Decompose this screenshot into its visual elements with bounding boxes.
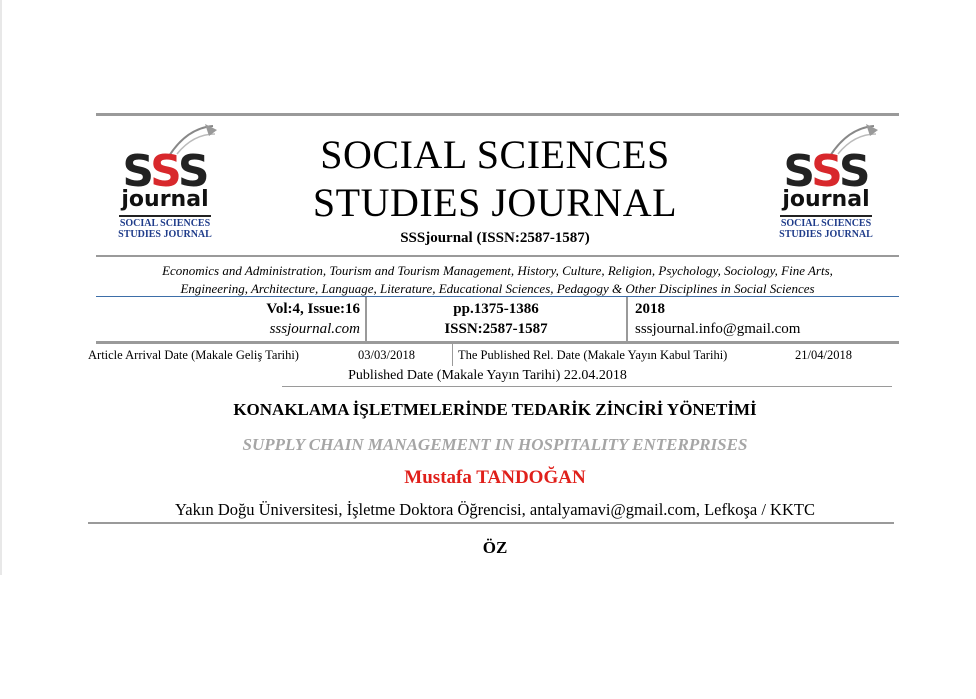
masthead-top-rule (96, 113, 899, 116)
year: 2018 (635, 301, 665, 317)
journal-issn: SSSjournal (ISSN:2587-1587) (400, 230, 590, 246)
logo-caption-line1: SOCIAL SCIENCES (119, 218, 211, 229)
logo-journal-word: journal (121, 187, 209, 212)
logo-caption-line2: STUDIES JOURNAL (779, 229, 873, 240)
abstract-heading: ÖZ (482, 538, 508, 557)
info-divider (365, 297, 367, 341)
published-rel-value: 21/04/2018 (795, 348, 852, 362)
article-title-english: SUPPLY CHAIN MANAGEMENT IN HOSPITALITY ENTERPRISES (242, 435, 748, 454)
dates-rule (282, 386, 892, 387)
page-left-edge (0, 0, 2, 575)
journal-title-line2: STUDIES JOURNAL (312, 180, 678, 225)
author-name: Mustafa TANDOĞAN (404, 467, 586, 488)
logo-caption-line1: SOCIAL SCIENCES (780, 218, 872, 229)
logo-sss-mark: SSS (783, 146, 869, 197)
author-affiliation: Yakın Doğu Üniversitesi, İşletme Doktora Öğrencisi, antalyamavi@gmail.com, Lefkoşa / KKTC (175, 500, 815, 519)
disciplines-rule (96, 296, 899, 297)
disciplines-line1: Economics and Administration, Tourism and Tourism Management, History, Culture, Religion, Psychology, Sociology, Fine Arts, (162, 263, 833, 278)
issn-number: ISSN:2587-1587 (444, 321, 548, 337)
journal-title-line1: SOCIAL SCIENCES (320, 132, 670, 177)
arrival-date-label: Article Arrival Date (Makale Geliş Tarihi) (88, 348, 299, 362)
logo-caption-line2: STUDIES JOURNAL (118, 229, 212, 240)
journal-website[interactable]: sssjournal.com (269, 321, 360, 337)
logo-journal-word: journal (782, 187, 870, 212)
arrival-date-value: 03/03/2018 (358, 348, 415, 362)
logo-sss-mark: SSS (122, 146, 208, 197)
logo-underline (780, 215, 872, 217)
info-divider (626, 297, 628, 341)
journal-email[interactable]: sssjournal.info@gmail.com (635, 321, 801, 337)
page-range: pp.1375-1386 (453, 301, 539, 317)
affiliation-rule (88, 522, 894, 524)
info-rule (96, 341, 899, 344)
disciplines-line2: Engineering, Architecture, Language, Literature, Educational Sciences, Pedagogy & Other Disciplines in Social Sciences (180, 281, 815, 296)
logo-underline (119, 215, 211, 217)
masthead-rule (96, 255, 899, 257)
sss-logo-right (764, 118, 888, 238)
vol-issue: Vol:4, Issue:16 (266, 301, 360, 317)
article-title-turkish: KONAKLAMA İŞLETMELERİNDE TEDARİK ZİNCİRİ YÖNETİMİ (233, 400, 757, 419)
sss-logo-left (103, 118, 227, 238)
dates-divider (452, 344, 453, 366)
published-date: Published Date (Makale Yayın Tarihi) 22.04.2018 (348, 368, 627, 383)
published-rel-label: The Published Rel. Date (Makale Yayın Kabul Tarihi) (458, 348, 728, 362)
